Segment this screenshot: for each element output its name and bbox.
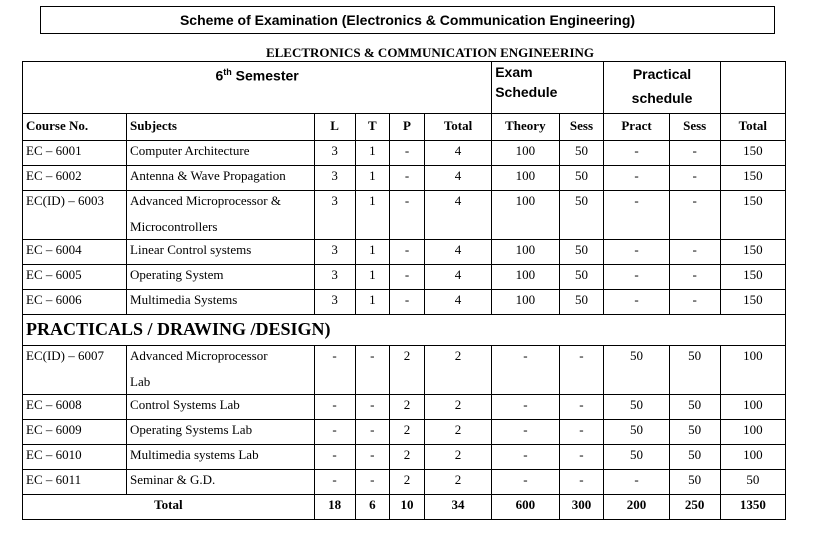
- t-value: 1: [355, 191, 390, 240]
- total-theory-marks: 600: [492, 495, 559, 520]
- table-row: [23, 395, 786, 420]
- subject-line1: Advanced Microprocessor: [130, 348, 268, 363]
- grand-total: 150: [720, 166, 785, 191]
- subject-line1: Control Systems Lab: [130, 397, 240, 412]
- t-value: -: [355, 445, 390, 470]
- subject-line2: Lab: [130, 374, 151, 389]
- total-sessional-marks: 300: [559, 495, 604, 520]
- table-row: [23, 240, 786, 265]
- total-value: 4: [424, 240, 491, 265]
- practical-marks: -: [604, 290, 669, 315]
- exam-schedule-line2: Schedule: [495, 84, 558, 100]
- department-heading: ELECTRONICS & COMMUNICATION ENGINEERING: [265, 45, 595, 60]
- practical-sessional-marks: 50: [669, 395, 720, 420]
- total-grand-total: 1350: [720, 495, 785, 520]
- practical-sessional-marks: -: [669, 141, 720, 166]
- semester-header: [23, 62, 492, 114]
- sessional-marks: 50: [559, 290, 604, 315]
- course-no: EC – 6008: [23, 395, 127, 420]
- subject: [127, 346, 315, 395]
- l-value: -: [314, 420, 355, 445]
- exam-schedule-line1: Exam: [495, 64, 533, 80]
- sessional-marks: -: [559, 420, 604, 445]
- subject-line1: Seminar & G.D.: [130, 472, 216, 487]
- grand-total: 150: [720, 265, 785, 290]
- sessional-marks: 50: [559, 141, 604, 166]
- l-value: -: [314, 470, 355, 495]
- grand-total: 100: [720, 395, 785, 420]
- l-value: 3: [314, 265, 355, 290]
- t-value: -: [355, 420, 390, 445]
- subject: [127, 290, 315, 315]
- theory-marks: -: [492, 346, 559, 395]
- practical-sessional-marks: 50: [669, 445, 720, 470]
- col-pract: Pract: [604, 114, 669, 141]
- practical-schedule-line2: schedule: [631, 90, 693, 106]
- subject: [127, 265, 315, 290]
- p-value: -: [390, 166, 425, 191]
- practical-marks: 50: [604, 395, 669, 420]
- practical-sessional-marks: -: [669, 166, 720, 191]
- table-row: [23, 290, 786, 315]
- course-no: EC – 6006: [23, 290, 127, 315]
- semester-suffix: th: [223, 67, 232, 77]
- grand-total: 150: [720, 290, 785, 315]
- l-value: -: [314, 395, 355, 420]
- l-value: 3: [314, 141, 355, 166]
- total-value: 4: [424, 290, 491, 315]
- theory-marks: -: [492, 470, 559, 495]
- total-value: 2: [424, 346, 491, 395]
- theory-marks: -: [492, 420, 559, 445]
- subject: [127, 166, 315, 191]
- sessional-marks: 50: [559, 240, 604, 265]
- grand-total: 50: [720, 470, 785, 495]
- practical-marks: 50: [604, 445, 669, 470]
- subject: [127, 445, 315, 470]
- document-title: Scheme of Examination (Electronics & Communication Engineering): [40, 6, 775, 34]
- t-value: 1: [355, 290, 390, 315]
- total-total-value: 34: [424, 495, 491, 520]
- practical-marks: -: [604, 265, 669, 290]
- subject-line1: Operating System: [130, 267, 224, 282]
- total-value: 4: [424, 166, 491, 191]
- table-row: [23, 346, 786, 395]
- practical-marks: -: [604, 166, 669, 191]
- p-value: 2: [390, 470, 425, 495]
- column-header-row: [23, 114, 786, 141]
- total-value: 2: [424, 470, 491, 495]
- practicals-heading-row: [23, 315, 786, 346]
- grand-total: 100: [720, 445, 785, 470]
- semester-number: 6: [215, 67, 224, 84]
- col-p: P: [390, 114, 425, 141]
- theory-marks: 100: [492, 240, 559, 265]
- theory-marks: 100: [492, 191, 559, 240]
- col-theory: Theory: [492, 114, 559, 141]
- course-no: EC – 6001: [23, 141, 127, 166]
- l-value: -: [314, 445, 355, 470]
- p-value: -: [390, 240, 425, 265]
- total-value: 4: [424, 191, 491, 240]
- header-empty-cell: [720, 62, 785, 114]
- subject-line1: Linear Control systems: [130, 242, 252, 257]
- table-row: [23, 470, 786, 495]
- practical-marks: -: [604, 470, 669, 495]
- subject-line1: Advanced Microprocessor &: [130, 193, 281, 208]
- t-value: 1: [355, 265, 390, 290]
- course-no: EC(ID) – 6003: [23, 191, 127, 240]
- l-value: 3: [314, 191, 355, 240]
- sessional-marks: 50: [559, 265, 604, 290]
- practical-marks: -: [604, 191, 669, 240]
- t-value: -: [355, 395, 390, 420]
- sessional-marks: 50: [559, 191, 604, 240]
- table-row: [23, 191, 786, 240]
- course-no: EC – 6002: [23, 166, 127, 191]
- exam-schedule-header: [492, 62, 604, 114]
- course-no: EC – 6011: [23, 470, 127, 495]
- p-value: -: [390, 290, 425, 315]
- p-value: 2: [390, 346, 425, 395]
- subject-line1: Multimedia Systems: [130, 292, 238, 307]
- theory-marks: 100: [492, 166, 559, 191]
- table-row: [23, 265, 786, 290]
- sessional-marks: 50: [559, 166, 604, 191]
- total-p-value: 10: [390, 495, 425, 520]
- t-value: -: [355, 470, 390, 495]
- t-value: 1: [355, 141, 390, 166]
- subject: [127, 470, 315, 495]
- col-subjects: Subjects: [127, 114, 315, 141]
- grand-total: 150: [720, 141, 785, 166]
- course-no: EC(ID) – 6007: [23, 346, 127, 395]
- subject: [127, 191, 315, 240]
- practical-sessional-marks: 50: [669, 470, 720, 495]
- theory-marks: 100: [492, 290, 559, 315]
- subject-line2: Microcontrollers: [130, 219, 218, 234]
- practicals-heading: PRACTICALS / DRAWING /DESIGN): [23, 315, 786, 346]
- total-l-value: 18: [314, 495, 355, 520]
- practical-marks: -: [604, 240, 669, 265]
- totals-row: [23, 495, 786, 520]
- subject-line1: Computer Architecture: [130, 143, 250, 158]
- semester-label: Semester: [235, 67, 299, 84]
- table-row: [23, 141, 786, 166]
- t-value: 1: [355, 166, 390, 191]
- table-row: [23, 445, 786, 470]
- practical-sessional-marks: -: [669, 191, 720, 240]
- total-value: 4: [424, 141, 491, 166]
- total-value: 4: [424, 265, 491, 290]
- col-total: Total: [424, 114, 491, 141]
- p-value: -: [390, 141, 425, 166]
- subject: [127, 420, 315, 445]
- total-practical-marks: 200: [604, 495, 669, 520]
- col-course-no: Course No.: [23, 114, 127, 141]
- practical-sessional-marks: 50: [669, 346, 720, 395]
- theory-marks: 100: [492, 265, 559, 290]
- totals-label: Total: [23, 495, 315, 520]
- total-value: 2: [424, 420, 491, 445]
- practical-sessional-marks: -: [669, 290, 720, 315]
- l-value: 3: [314, 166, 355, 191]
- sessional-marks: -: [559, 395, 604, 420]
- table-row: [23, 166, 786, 191]
- exam-scheme-table: [22, 61, 786, 520]
- practical-sessional-marks: -: [669, 265, 720, 290]
- practical-sessional-marks: 50: [669, 420, 720, 445]
- sessional-marks: -: [559, 470, 604, 495]
- total-practical-sessional-marks: 250: [669, 495, 720, 520]
- theory-marks: 100: [492, 141, 559, 166]
- header-row: [23, 62, 786, 114]
- subject: [127, 395, 315, 420]
- col-pract-sess: Sess: [669, 114, 720, 141]
- total-value: 2: [424, 395, 491, 420]
- grand-total: 100: [720, 346, 785, 395]
- sessional-marks: -: [559, 346, 604, 395]
- p-value: 2: [390, 395, 425, 420]
- theory-marks: -: [492, 395, 559, 420]
- practical-sessional-marks: -: [669, 240, 720, 265]
- total-value: 2: [424, 445, 491, 470]
- col-sess: Sess: [559, 114, 604, 141]
- subject-line1: Antenna & Wave Propagation: [130, 168, 286, 183]
- t-value: -: [355, 346, 390, 395]
- t-value: 1: [355, 240, 390, 265]
- practical-marks: -: [604, 141, 669, 166]
- grand-total: 150: [720, 240, 785, 265]
- practical-schedule-header: [604, 62, 720, 114]
- col-l: L: [314, 114, 355, 141]
- sessional-marks: -: [559, 445, 604, 470]
- subject-line1: Operating Systems Lab: [130, 422, 253, 437]
- col-grand-total: Total: [720, 114, 785, 141]
- p-value: -: [390, 191, 425, 240]
- total-t-value: 6: [355, 495, 390, 520]
- l-value: 3: [314, 290, 355, 315]
- l-value: 3: [314, 240, 355, 265]
- subject: [127, 240, 315, 265]
- p-value: -: [390, 265, 425, 290]
- l-value: -: [314, 346, 355, 395]
- col-t: T: [355, 114, 390, 141]
- course-no: EC – 6005: [23, 265, 127, 290]
- p-value: 2: [390, 420, 425, 445]
- practical-marks: 50: [604, 420, 669, 445]
- practical-marks: 50: [604, 346, 669, 395]
- theory-marks: -: [492, 445, 559, 470]
- course-no: EC – 6004: [23, 240, 127, 265]
- practical-schedule-line1: Practical: [632, 66, 692, 82]
- p-value: 2: [390, 445, 425, 470]
- subject-line1: Multimedia systems Lab: [130, 447, 259, 462]
- course-no: EC – 6009: [23, 420, 127, 445]
- subject: [127, 141, 315, 166]
- course-no: EC – 6010: [23, 445, 127, 470]
- grand-total: 150: [720, 191, 785, 240]
- grand-total: 100: [720, 420, 785, 445]
- table-row: [23, 420, 786, 445]
